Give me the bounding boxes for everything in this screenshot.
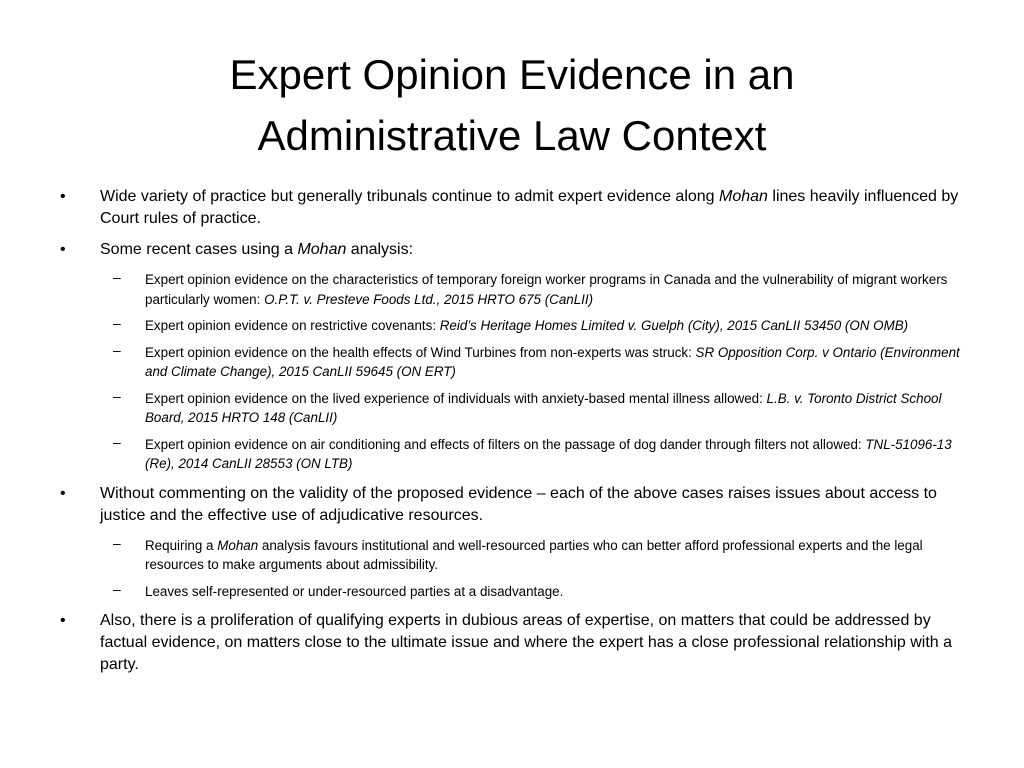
sub-bullet-citation: L.B. v. Toronto District School Board, 2015 HRTO 148 (CanLII) xyxy=(145,390,942,425)
sub-bullet-text: Expert opinion evidence on air conditioning and effects of filters on the passage of dog dander through filters not allowed: xyxy=(145,436,866,452)
sub-bullet-2-5 xyxy=(60,435,964,474)
slide-body xyxy=(60,186,964,685)
bullet-1-text-em: Mohan xyxy=(719,188,768,205)
bullet-4-text: Also, there is a proliferation of qualifying experts in dubious areas of expertise, on matters that could be addressed by factual evidence, on matters close to the ultimate issue and where the expert has a close professional relationship with a party. xyxy=(100,612,953,673)
dash-icon: – xyxy=(113,580,121,597)
dash-icon: – xyxy=(113,534,121,551)
sub-bullet-text-post: analysis favours institutional and well-resourced parties who can better afford professional experts and the legal resources to make arguments about admissibility. xyxy=(145,537,923,572)
bullet-2-text-em: Mohan xyxy=(297,241,347,258)
bullet-icon: • xyxy=(60,241,66,258)
slide-title xyxy=(80,44,944,166)
bullet-1-text-pre: Wide variety of practice but generally tribunals continue to admit expert evidence along xyxy=(100,188,720,205)
bullet-1-text-post: lines heavily influenced by Court rules of practice. xyxy=(100,188,959,227)
dash-icon: – xyxy=(113,387,121,404)
sub-bullet-citation: SR Opposition Corp. v Ontario (Environment and Climate Change), 2015 CanLII 59645 (ON ERT) xyxy=(145,344,960,379)
bullet-2-sub-list xyxy=(60,270,964,474)
sub-bullet-text: Expert opinion evidence on the characteristics of temporary foreign worker programs in Canada and the vulnerability of migrant workers particularly women: xyxy=(145,272,948,307)
sub-bullet-text: Expert opinion evidence on the health effects of Wind Turbines from non-experts was struck: xyxy=(145,344,696,360)
sub-bullet-text: Expert opinion evidence on restrictive covenants: xyxy=(145,318,440,333)
sub-bullet-3-1 xyxy=(60,536,964,575)
dash-icon: – xyxy=(113,269,121,285)
sub-bullet-3-2 xyxy=(60,582,964,602)
bullet-icon: • xyxy=(60,484,66,502)
bullet-item-1 xyxy=(60,186,964,230)
bullet-3-sub-list xyxy=(60,536,964,602)
sub-bullet-text: Leaves self-represented or under-resourced parties at a disadvantage. xyxy=(145,583,564,599)
dash-icon: – xyxy=(113,433,121,450)
sub-bullet-2-1 xyxy=(60,270,964,309)
sub-bullet-text: Expert opinion evidence on the lived experience of individuals with anxiety-based mental illness allowed: xyxy=(145,390,767,406)
sub-bullet-text-em: Mohan xyxy=(217,537,259,553)
sub-bullet-2-3 xyxy=(60,343,964,382)
bullet-2-text-pre: Some recent cases using a xyxy=(100,241,298,258)
bullet-item-2 xyxy=(60,239,964,261)
sub-bullet-citation: TNL-51096-13 (Re), 2014 CanLII 28553 (ON LTB) xyxy=(145,436,952,471)
bullet-icon: • xyxy=(60,188,66,205)
bullet-item-4 xyxy=(60,610,964,676)
dash-icon: – xyxy=(113,315,121,331)
slide-title-line-2: Administrative Law Context xyxy=(257,112,767,159)
sub-bullet-citation: O.P.T. v. Presteve Foods Ltd., 2015 HRTO 675 (CanLII) xyxy=(264,291,594,307)
dash-icon: – xyxy=(113,341,121,358)
slide-title-line-1: Expert Opinion Evidence in an xyxy=(229,51,795,98)
bullet-icon: • xyxy=(60,612,66,629)
sub-bullet-text-pre: Requiring a xyxy=(145,537,218,553)
bullet-3-text: Without commenting on the validity of the proposed evidence – each of the above cases raises issues about access to justice and the effective use of adjudicative resources. xyxy=(100,484,937,524)
sub-bullet-2-2 xyxy=(60,316,964,336)
sub-bullet-2-4 xyxy=(60,389,964,428)
sub-bullet-citation: Reid’s Heritage Homes Limited v. Guelph (City), 2015 CanLII 53450 (ON OMB) xyxy=(439,318,909,333)
bullet-2-text-post: analysis: xyxy=(346,241,414,258)
bullet-item-3 xyxy=(60,483,964,527)
